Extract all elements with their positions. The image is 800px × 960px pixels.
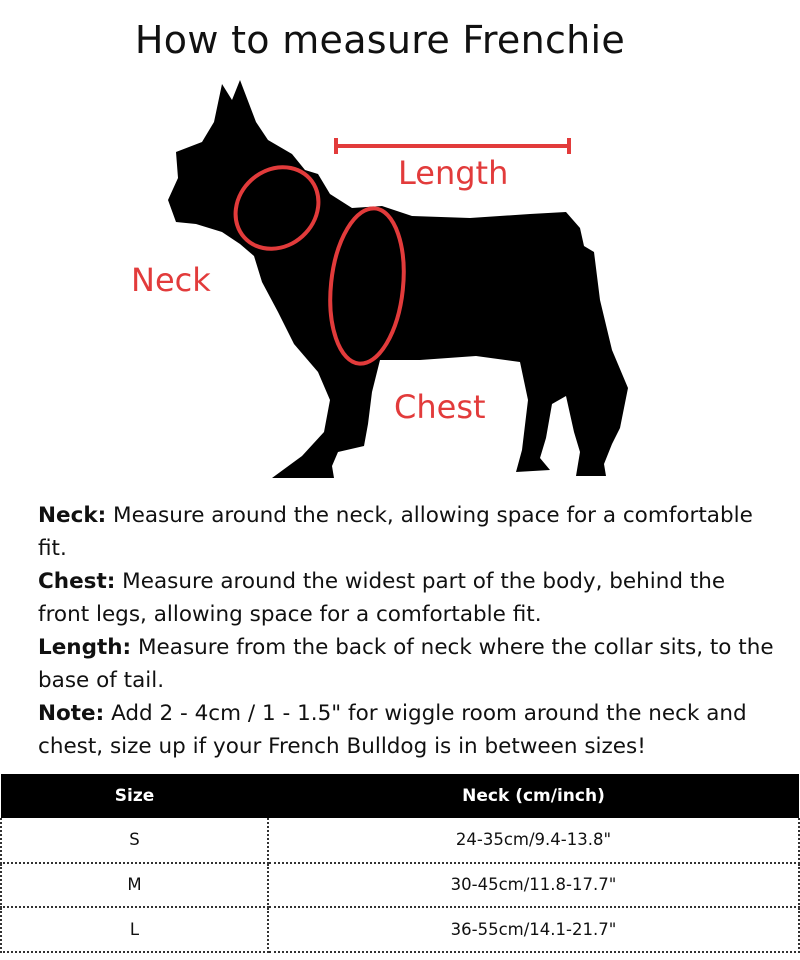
chest-term: Chest: [38,569,116,594]
length-text: Measure from the back of neck where the collar sits, to the base of tail. [38,635,774,693]
chest-instruction [38,565,778,631]
length-term: Length: [38,635,132,660]
header-size: Size [1,774,268,818]
table-row [1,863,799,908]
length-instruction [38,631,778,697]
page-title: How to measure Frenchie [134,18,626,62]
cell-size: L [1,907,268,952]
table-header-row [1,774,799,818]
length-marker [336,138,569,154]
chest-label: Chest [394,388,486,426]
cell-neck: 36-55cm/14.1-21.7" [268,907,799,952]
neck-instruction [38,499,778,565]
size-chart-table [0,774,800,953]
chest-text: Measure around the widest part of the body, behind the front legs, allowing space for a comfortable fit. [38,569,726,627]
length-label: Length [398,154,509,192]
table-row [1,818,799,863]
cell-neck: 24-35cm/9.4-13.8" [268,818,799,863]
neck-term: Neck: [38,503,107,528]
neck-text: Measure around the neck, allowing space for a comfortable fit. [38,503,753,561]
header-neck: Neck (cm/inch) [268,774,799,818]
table-row [1,907,799,952]
note-instruction [38,697,778,763]
dog-diagram [0,70,800,490]
cell-size: S [1,818,268,863]
note-term: Note: [38,701,105,726]
neck-label: Neck [131,261,211,299]
measurement-instructions [38,499,778,763]
note-text: Add 2 - 4cm / 1 - 1.5" for wiggle room around the neck and chest, size up if your French Bulldog is in between sizes! [38,701,747,759]
cell-size: M [1,863,268,908]
cell-neck: 30-45cm/11.8-17.7" [268,863,799,908]
